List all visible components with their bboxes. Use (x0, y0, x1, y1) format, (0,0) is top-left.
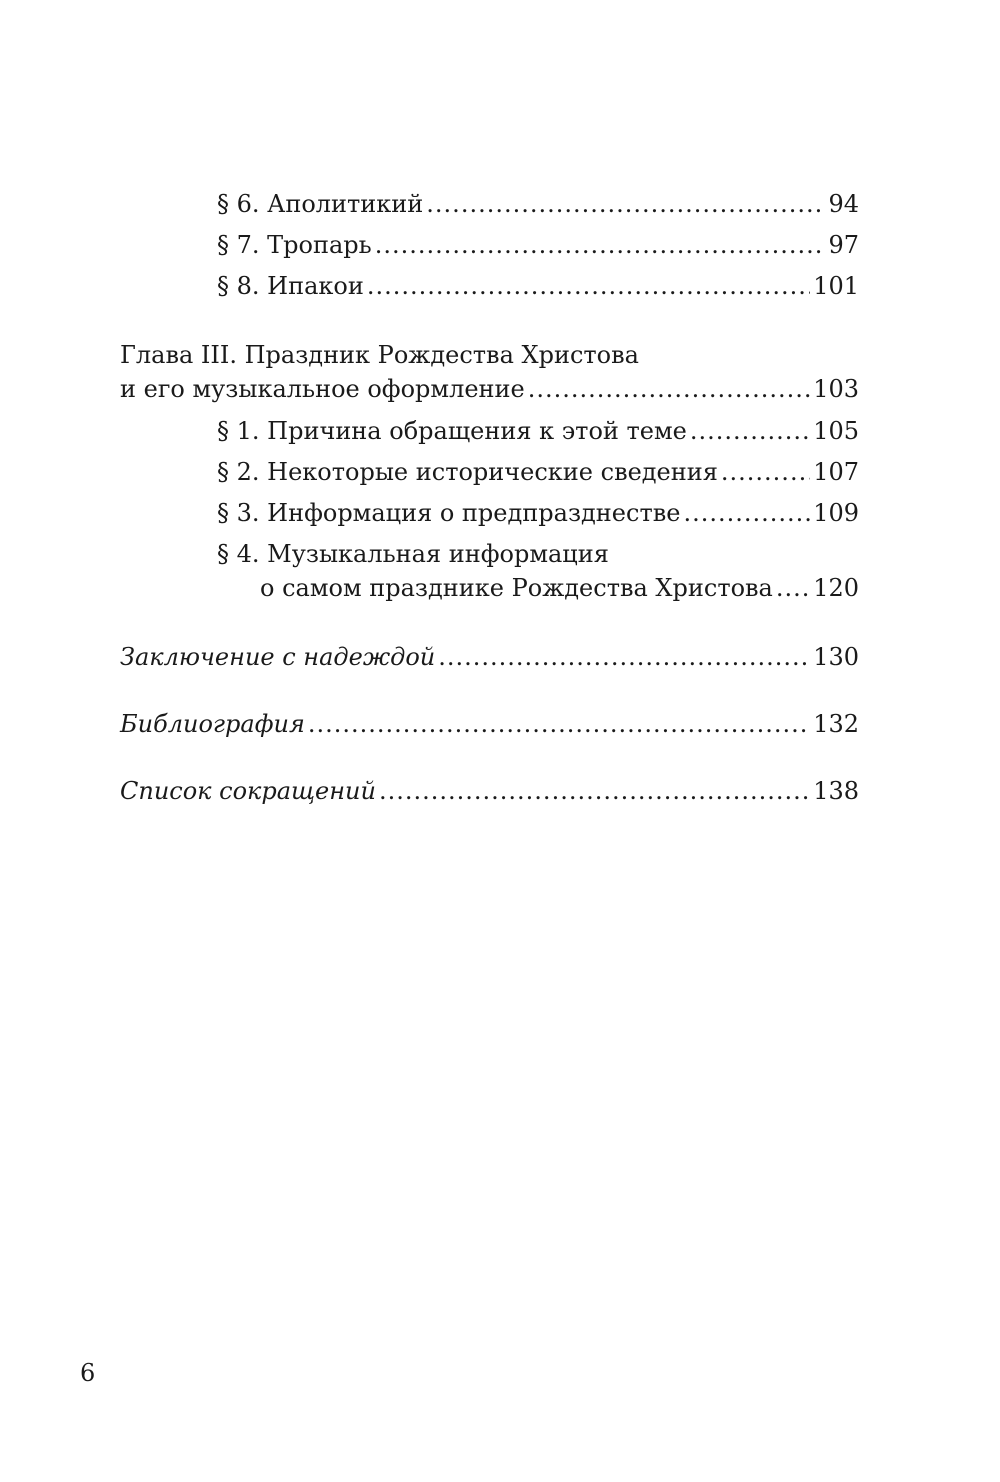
page-number: 6 (80, 1359, 96, 1387)
toc-entry-page: 120 (813, 574, 859, 602)
dot-leader (721, 457, 810, 487)
toc-entry-section-6 (120, 189, 859, 219)
toc-entry-title: § 3. Информация о предпразднестве (217, 499, 681, 527)
toc-entry-title: Заключение с надеждой (120, 643, 436, 671)
dot-leader (438, 642, 810, 672)
dot-leader (308, 709, 810, 739)
toc-entry-page: 109 (813, 499, 859, 527)
toc-entry-page: 101 (813, 272, 859, 300)
toc-entry-chapter-3-section-4-cont (120, 573, 859, 603)
toc-entry-page: 103 (813, 375, 859, 403)
dot-leader (379, 776, 810, 806)
toc-entry-conclusion (120, 642, 859, 672)
dot-leader (690, 416, 810, 446)
toc-entry-chapter-3 (120, 340, 859, 404)
toc-entry-title-line1: Глава III. Праздник Рождества Христова (120, 341, 639, 369)
dot-leader (367, 271, 810, 301)
toc-entry-title: Библиография (120, 710, 305, 738)
toc-entry-chapter-3-section-1 (120, 416, 859, 446)
toc-entry-title-line2: о самом празднике Рождества Христова (260, 574, 773, 602)
toc-entry-section-7 (120, 230, 859, 260)
toc-entry-page: 130 (813, 643, 859, 671)
toc-entry-chapter-3-section-3 (120, 498, 859, 528)
toc-entry-page: 105 (813, 417, 859, 445)
toc-entry-chapter-3-section-2 (120, 457, 859, 487)
toc-entry-title: Список сокращений (120, 777, 376, 805)
toc-entry-page: 138 (813, 777, 859, 805)
toc-entry-title-line2: и его музыкальное оформление (120, 375, 525, 403)
toc-entry-title: § 8. Ипакои (217, 272, 364, 300)
toc-entry-abbreviations (120, 776, 859, 806)
toc-entry-title: § 2. Некоторые исторические сведения (217, 458, 718, 486)
toc-entry-page: 132 (813, 710, 859, 738)
toc-entry-bibliography (120, 709, 859, 739)
toc-entry-title-line1: § 4. Музыкальная информация (217, 540, 609, 568)
dot-leader (375, 230, 826, 260)
dot-leader (528, 374, 810, 404)
toc-entry-title: § 6. Аполитикий (217, 190, 424, 218)
dot-leader (683, 498, 810, 528)
dot-leader (426, 189, 825, 219)
dot-leader (776, 573, 810, 603)
toc-entry-chapter-3-section-4 (120, 539, 859, 569)
toc-entry-title: § 7. Тропарь (217, 231, 372, 259)
toc-entry-page: 97 (828, 231, 859, 259)
toc-entry-title: § 1. Причина обращения к этой теме (217, 417, 687, 445)
toc-entry-page: 107 (813, 458, 859, 486)
toc-entry-section-8 (120, 271, 859, 301)
toc-entry-page: 94 (828, 190, 859, 218)
